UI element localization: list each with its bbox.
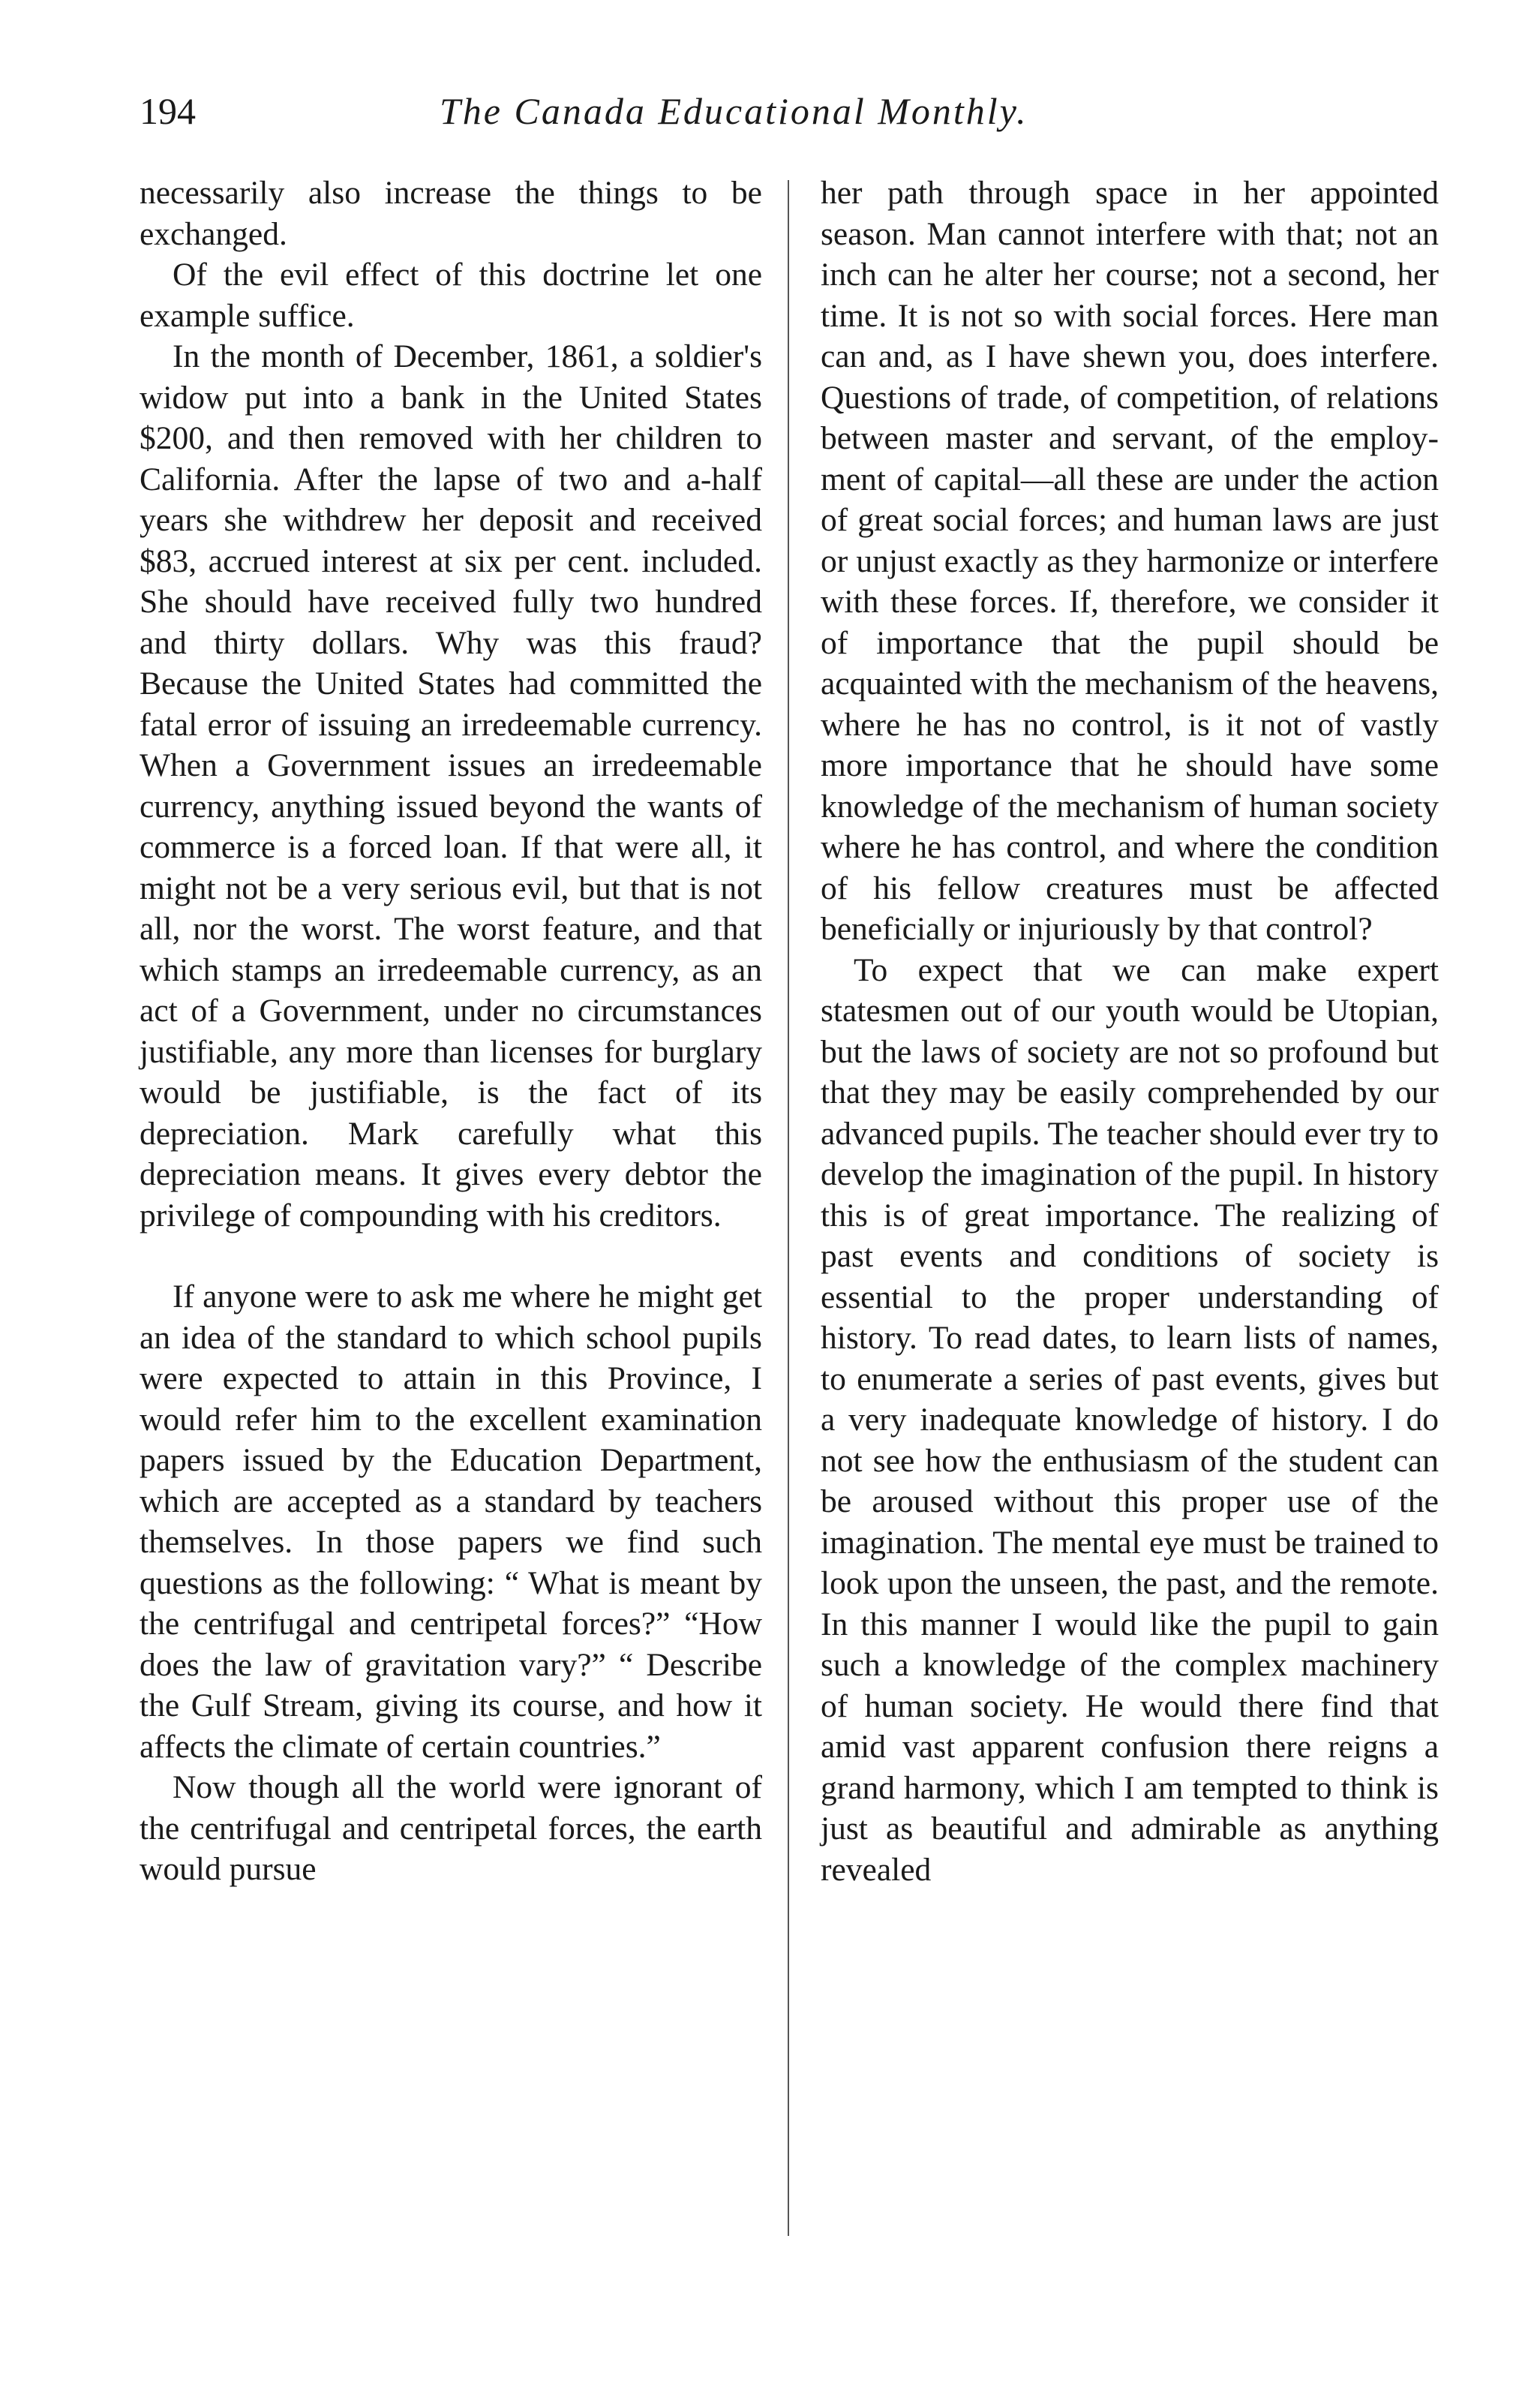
- paragraph: her path through space in her appointed season. Man cannot interfere with that; not an inch can he alter her course; not a second, her time. It is not so with social forces. Here man can and, as I have shewn you, does interfere. Questions of trade, of competition, of relations between master and servant, of the employment of capital—all these are under the action of great social forces; and human laws are just or unjust exactly as they harmonize or interfere with these forces. If, therefore, we consider it of importance that the pupil should be acquainted with the mechanism of the heavens, where he has no control, is it not of vastly more importance that he should have some knowledge of the mechanism of human society where he has control, and where the condition of his fellow creatures must be affected beneficially or injuriously by that control?: [821, 175, 1439, 947]
- paragraph: To expect that we can make expert statesmen out of our youth would be Utopian, but the laws of society are not so profound but that they may be easily comprehended by our advanced pupils. The teacher should ever try to develop the imagination of the pupil. In history this is of great importance. The realizing of past events and conditions of society is essential to the proper understanding of history. To read dates, to learn lists of names, to enumerate a series of past events, gives but a very inadequate knowledge of history. I do not see how the enthusiasm of the student can be aroused without this proper use of the imagination. The mental eye must be trained to look upon the unseen, the past, and the remote. In this manner I would like the pupil to gain such a knowledge of the complex machinery of human society. He would there find that amid vast apparent confusion there reigns a grand harmony, which I am tempted to think is just as beautiful and admirable as anything revealed: [821, 951, 1439, 1888]
- paragraph: Of the evil effect of this doctrine let one example suffice.: [140, 257, 762, 334]
- running-title: The Canada Educational Monthly.: [440, 90, 1028, 132]
- paragraph: Now though all the world were ignorant of the centrifugal and centripetal forces, the earth would pursue: [140, 1769, 762, 1887]
- paragraph: In the month of December, 1861, a soldier's widow put into a bank in the United States $200, and then removed with her children to California. After the lapse of two and a-half years she withdrew her deposit and received $83, accrued interest at six per cent. included. She should have received fully two hundred and thirty dollars. Why was this fraud? Because the United States had committed the fatal error of issuing an irredeemable currency. When a Government issues an irredeemable currency, anything issued beyond the wants of commerce is a forced loan. If that were all, it might not be a very serious evil, but that is not all, nor the worst. The worst feature, and that which stamps an irredeemable currency, as an act of a Government, under no circumstances justifiable, any more than licenses for burglary would be justifiable, is the fact of its depreciation. Mark carefully what this depreciation means. It gives every debtor the privilege of compounding with his creditors.: [140, 338, 762, 1234]
- page-number: 194: [140, 90, 196, 132]
- paragraph: necessarily also increase the things to be exchanged.: [140, 175, 762, 252]
- left-column: [140, 173, 762, 1890]
- paragraph: If anyone were to ask me where he might get an idea of the standard to which school pupils were expected to attain in this Province, I would refer him to the excellent examination papers issued by the Education Department, which are accepted as a standard by teachers themselves. In those papers we find such questions as the following: “ What is meant by the centrifugal and centripetal forces?” “How does the law of gravitation vary?” “ Describe the Gulf Stream, giving its course, and how it affects the climate of certain countries.”: [140, 1279, 762, 1765]
- running-header: [140, 81, 1400, 141]
- right-column: [821, 173, 1439, 1890]
- column-divider: [788, 180, 789, 2236]
